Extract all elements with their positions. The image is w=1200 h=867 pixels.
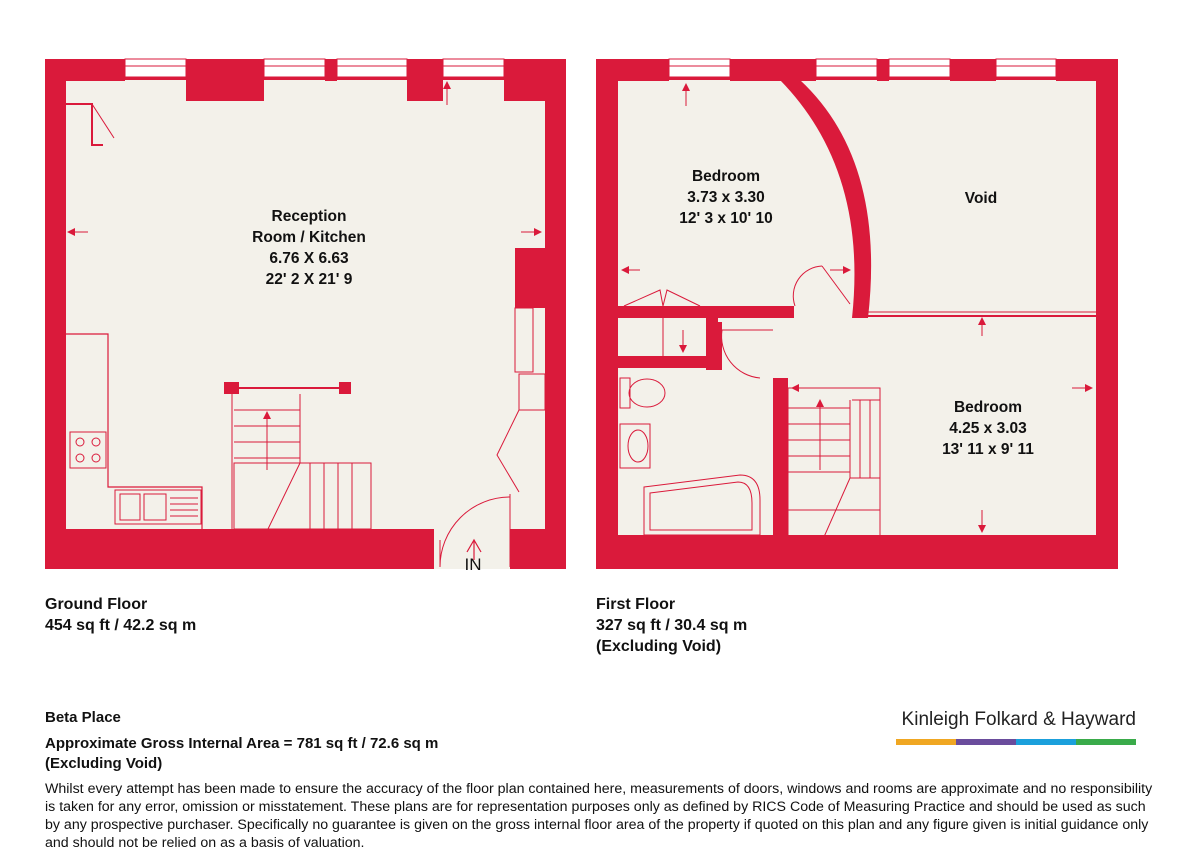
bedroom2-name: Bedroom (953, 399, 1023, 416)
ground-floor-caption (45, 594, 196, 636)
void-name: Void (964, 190, 998, 207)
brand-logo (896, 709, 1136, 745)
property-name: Beta Place (45, 709, 121, 726)
ground-floor-title: Ground Floor (45, 596, 148, 613)
bedroom2-imperial: 13' 11 x 9' 11 (942, 441, 1034, 458)
first-floor-caption (596, 594, 747, 657)
gross-area: Approximate Gross Internal Area = 781 sq ft / 72.6 sq m (45, 735, 439, 752)
first-floor-title: First Floor (596, 596, 676, 613)
ground-floor-area: 454 sq ft / 42.2 sq m (45, 617, 197, 634)
brand-colour-bar-icon (896, 739, 1136, 745)
reception-name-line2: Room / Kitchen (252, 229, 366, 246)
bedroom1-name: Bedroom (691, 168, 761, 185)
bedroom2-metric: 4.25 x 3.03 (949, 420, 1027, 437)
first-windows (669, 59, 1056, 77)
entrance-label: IN (464, 555, 482, 574)
first-floor-plan (596, 59, 1118, 569)
reception-metric: 6.76 X 6.63 (269, 250, 349, 267)
brand-bar-green (1076, 739, 1136, 745)
gross-area-note: (Excluding Void) (45, 755, 163, 772)
bedroom1-imperial: 12' 3 x 10' 10 (679, 210, 773, 227)
reception-imperial: 22' 2 X 21' 9 (265, 271, 353, 288)
brand-name: Kinleigh Folkard & Hayward (901, 709, 1136, 730)
ground-floor-interior (66, 80, 545, 529)
bedroom1-metric: 3.73 x 3.30 (687, 189, 765, 206)
reception-name-line1: Reception (271, 208, 347, 225)
brand-bar-blue (1016, 739, 1076, 745)
brand-bar-purple (956, 739, 1016, 745)
ground-windows (125, 59, 504, 77)
footer-summary (45, 708, 438, 774)
disclaimer-text: Whilst every attempt has been made to ensure the accuracy of the floor plan contained here, measurements of doors, windows and rooms are approximate and no responsibility is taken for any error, omission or misstatement. These plans are for representation purposes only as defined by RICS Code of Measuring Practice and should be used as such by any prospective purchaser. Specifically no guarantee is given on the gross internal floor area of the property if quoted on this plan and any figure given is initial guidance only and should not be relied on as a basis of valuation. (45, 781, 1153, 851)
first-floor-area: 327 sq ft / 30.4 sq m (596, 617, 748, 634)
ground-floor-plan (45, 59, 566, 569)
brand-bar-orange (896, 739, 956, 745)
first-floor-note: (Excluding Void) (596, 638, 722, 655)
